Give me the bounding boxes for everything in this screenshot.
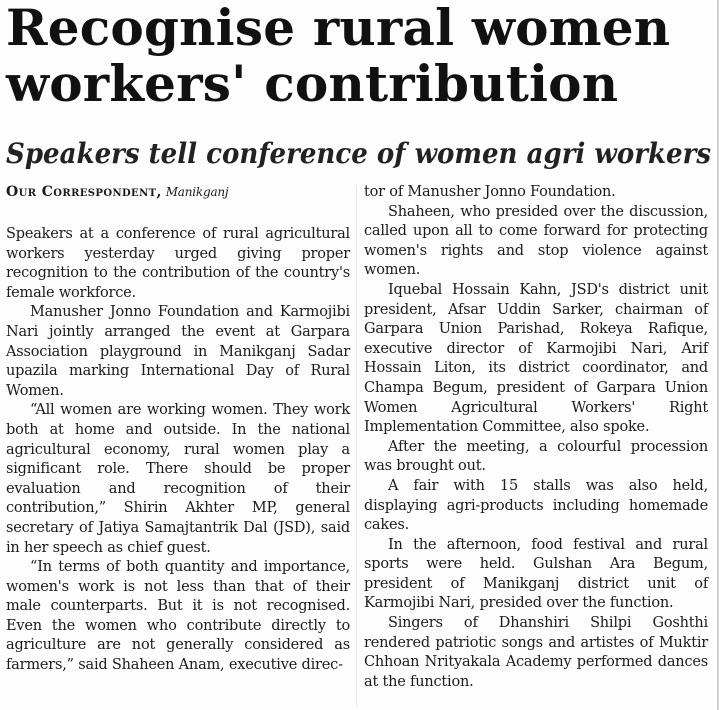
byline-author: Our Correspondent, xyxy=(6,184,162,200)
article-column-left xyxy=(6,183,350,676)
subheadline: Speakers tell conference of women agri workers xyxy=(6,137,711,170)
paragraph: Singers of Dhanshiri Shilpi Goshthi rendered patriotic songs and artistes of Muktir Chhoan Nrityakala Academy performed dances at the function. xyxy=(364,615,708,690)
headline: Recognise rural women workers' contribution xyxy=(6,0,671,113)
paragraph: “In terms of both quantity and importance, women's work is not less than that of their male counterparts. But it is not recognised. Even the women who contribute directly to agriculture are not generally considered as farmers,” said Shaheen Anam, executive direc- xyxy=(6,559,350,674)
paragraph: Manusher Jonno Foundation and Karmojibi Nari jointly arranged the event at Garpara Association playground in Manikganj Sadar upazila marking International Day of Rural Women. xyxy=(6,304,350,399)
paragraph: Speakers at a conference of rural agricultural workers yesterday urged giving proper recognition to the contribution of the country's female workforce. xyxy=(6,226,350,301)
paragraph: After the meeting, a colourful procession was brought out. xyxy=(364,438,708,475)
paragraph: Shaheen, who presided over the discussion, called upon all to come forward for protecting women's rights and stop violence against women. xyxy=(364,203,708,279)
byline-location: Manikganj xyxy=(165,185,229,199)
article-column-right xyxy=(364,183,708,692)
paragraph: “All women are working women. They work both at home and outside. In the national agricultural economy, rural women play a significant role. There should be proper evaluation and recognition of their contribution,” Shirin Akhter MP, general secretary of Jatiya Samajtantrik Dal (JSD), said in her speech as chief guest. xyxy=(6,402,350,556)
paragraph: Iquebal Hossain Kahn, JSD's district unit president, Afsar Uddin Sarker, chairman of Garpara Union Parishad, Rokeya Rafique, executive director of Karmojibi Nari, Arif Hossain Liton, its district coordinator, and Champa Begum, president of Garpara Union Women Agricultural Workers' Right Implementation Committee, also spoke. xyxy=(364,281,708,436)
paragraph-continuation: tor of Manusher Jonno Foundation. xyxy=(364,184,616,200)
column-divider xyxy=(356,186,357,706)
paragraph: In the afternoon, food festival and rural sports were held. Gulshan Ara Begum, president of Manikganj district unit of Karmojibi Nari, presided over the function. xyxy=(364,536,708,612)
paragraph: A fair with 15 stalls was also held, displaying agri-products including homemade cakes. xyxy=(364,477,708,534)
byline xyxy=(6,183,350,202)
